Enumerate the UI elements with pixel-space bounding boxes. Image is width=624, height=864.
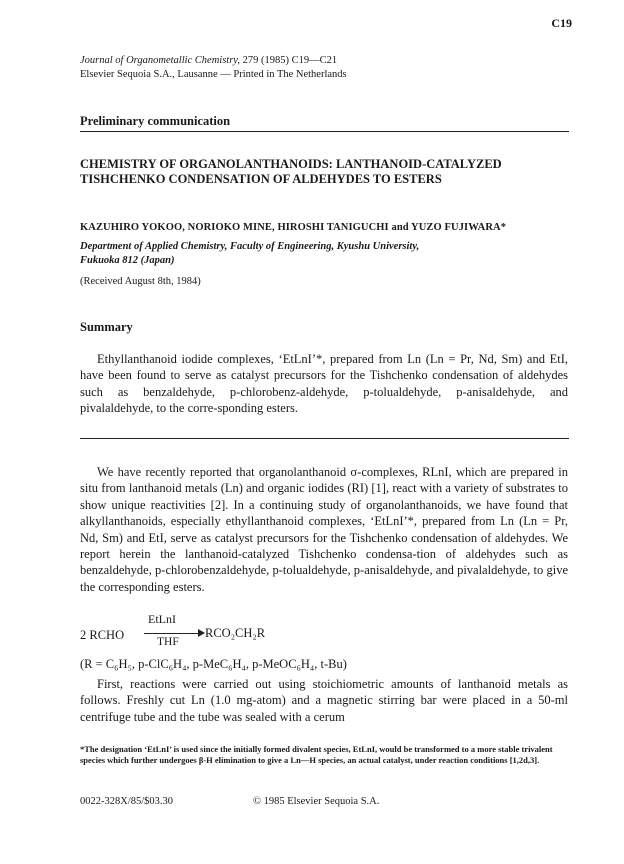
equation-reagent: EtLnI [148,612,176,626]
journal-citation [80,54,347,68]
article-title-line-1: CHEMISTRY OF ORGANOLANTHANOIDS: LANTHANOID-CATALYZED [80,157,502,171]
article-title-line-2: TISHCHENKO CONDENSATION OF ALDEHYDES TO ESTERS [80,172,442,186]
page-number: C19 [551,16,572,30]
received-date: (Received August 8th, 1984) [80,276,201,287]
body-paragraph-1 [80,464,568,595]
summary-heading: Summary [80,320,133,334]
body-paragraph-2 [80,676,568,725]
equation-solvent: THF [157,636,179,648]
journal-header [80,54,347,82]
summary-text: Ethyllanthanoid iodide complexes, ‘EtLnI’*, prepared from Ln (Ln = Pr, Nd, Sm) and EtI, have been found to serve as catalyst precursors for the Tishchenko condensation of aldehydes such as benzaldehyde, p-chlorobenz-aldehyde, p-tolualdehyde, p-anisaldehyde, and pivalaldehyde, to the corre-sponding esters. [80,352,568,416]
summary-paragraph [80,351,568,417]
journal-volume: 279 (1985) C19—C21 [240,55,338,66]
article-title [80,157,580,187]
journal-publisher: Elsevier Sequoia S.A., Lausanne — Printed in The Netherlands [80,69,347,80]
affiliation-line-1: Department of Applied Chemistry, Faculty of Engineering, Kyushu University, [80,241,420,252]
journal-title: Journal of Organometallic Chemistry, [80,55,241,66]
footer-code: 0022-328X/85/$03.30 [80,796,174,807]
summary-rule [80,438,569,439]
equation-product: RCO₂CH₂R [205,626,266,640]
section-label: Preliminary communication [80,114,231,128]
affiliation [80,240,580,268]
footer-copyright: © 1985 Elsevier Sequoia S.A. [253,796,380,807]
body-paragraph-2-text: First, reactions were carried out using stoichiometric amounts of lanthanoid metals as follows. Freshly cut Ln (1.0 mg-atom) and a magnetic stirring bar were placed in a 50-ml centrifuge tube and the tube was sealed with a cerum [80,677,568,724]
footnote: *The designation ‘EtLnI’ is used since the initially formed divalent species, EtLnI, would be transformed to a more stable trivalent species which further undergoes β-H elimination to give a Ln—H species, an actual catalyst, under reaction conditions [1,2d,3]. [80,744,553,765]
reaction-arrowhead-icon [198,629,205,637]
affiliation-line-2: Fukuoka 812 (Japan) [80,255,175,266]
author-list: KAZUHIRO YOKOO, NORIOKO MINE, HIROSHI TANIGUCHI and YUZO FUJIWARA* [80,222,507,233]
section-rule [80,131,569,132]
equation-reactant: 2 RCHO [80,628,125,642]
body-paragraph-1-text: We have recently reported that organolanthanoid σ-complexes, RLnI, which are prepared in situ from lanthanoid metals (Ln) and organic iodides (RI) [1], react with a variety of substrates to show unique reactivities [2]. In a continuing study of organolanthanoids, we have found that alkyllanthanoids, especially ethyllanthanoid complexes, ‘EtLnI’*, prepared from Ln (Ln = Pr, Nd, Sm) and EtI, serve as catalyst precursors for the Tishchenko condensation of aldehydes. We report herein the lanthanoid-catalyzed Tishchenko condensa-tion of aldehydes such as benzaldehyde, p-chlorobenzaldehyde, p-tolualdehyde, p-anisaldehyde, and pivalaldehyde, to give the corresponding esters. [80,465,568,594]
equation-r-groups: (R = C₆H₅, p-ClC₆H₄, p-MeC₆H₄, p-MeOC₆H₄, t-Bu) [80,657,347,671]
reaction-arrow [144,633,202,634]
